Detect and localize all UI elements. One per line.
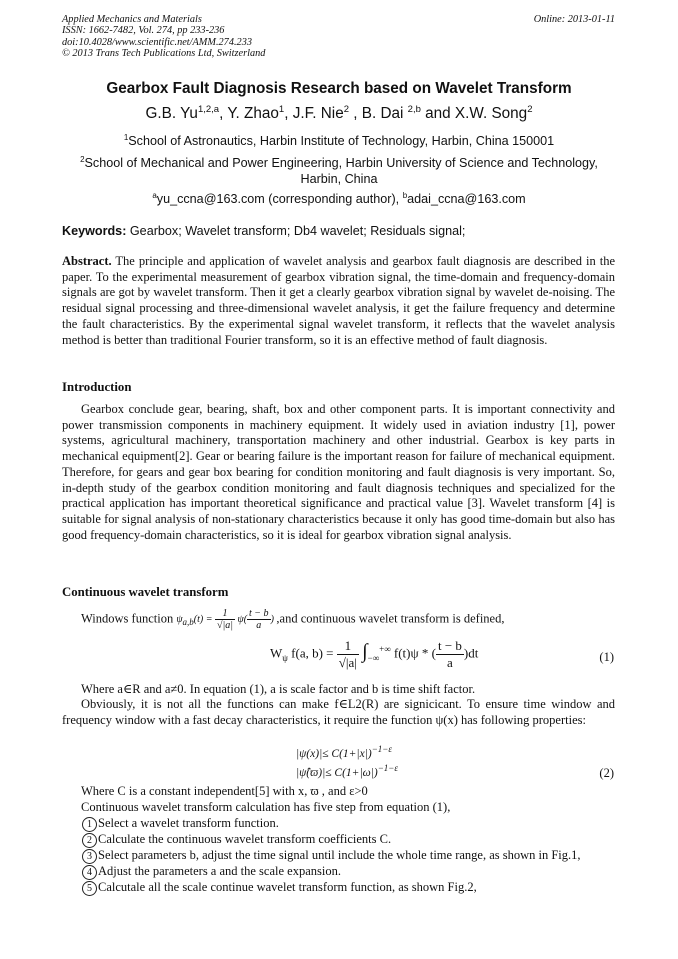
email-sup: a xyxy=(152,191,157,200)
step-item xyxy=(82,880,477,896)
step-text: Calculate the continuous wavelet transform coefficients C. xyxy=(98,832,392,846)
affiliation-text: School of Mechanical and Power Engineering, Harbin University of Science and Technology, xyxy=(84,156,598,171)
author-name: , B. Dai xyxy=(349,105,408,123)
author-name: , J.F. Nie xyxy=(284,105,344,123)
author-sup: 2,b xyxy=(407,104,421,115)
where-scale-factor: Where a∈R and a≠0. In equation (1), a is scale factor and b is time shift factor. xyxy=(81,682,476,696)
paper-title: Gearbox Fault Diagnosis Research based on Wavelet Transform xyxy=(106,80,572,97)
email-sup: b xyxy=(402,191,408,200)
step-number: 5 xyxy=(82,881,97,896)
step-number: 1 xyxy=(82,817,97,832)
equation-1: $W_\psi$ f(a, b) = $\frac{1}{√|a|}$ $\int_{-\infty}^{+\infty}$ f(t)ψ * ( $\frac{t - b}{a}$ )dt xyxy=(270,638,479,670)
journal-header xyxy=(62,14,265,60)
windows-function-line xyxy=(81,608,504,631)
equation-1-number: (1) xyxy=(599,650,614,664)
email-text: adai_ccna@163.com xyxy=(407,192,526,207)
doi-line: doi:10.4028/www.scientific.net/AMM.274.233 xyxy=(62,36,252,48)
step-item xyxy=(82,848,581,864)
wavelet-function-formula: $\psi_{a,b}(t)$ = $\frac{1}{√|a|}$ ψ( $\frac{t - b}{a}$ ) xyxy=(176,608,277,631)
email-text: yu_ccna@163.com (corresponding author), xyxy=(156,192,403,207)
equation-2-exponent: −1−ε xyxy=(371,744,392,754)
author-name: , Y. Zhao xyxy=(219,105,279,123)
affiliation-1 xyxy=(62,130,616,149)
step-text: Calcutale all the scale continue wavelet transform function, as shown Fig.2, xyxy=(98,880,477,894)
equation-2-text: |ψ(x)|≤ C(1+|x|) xyxy=(296,747,372,760)
author-sup: 2 xyxy=(527,104,533,115)
obviously-paragraph: Obviously, it is not all the functions can make f∈L2(R) are signicicant. To ensure time window and frequency window with a fast decay characteristics, it require the function ψ(x) has following properties: xyxy=(62,697,615,727)
windows-suffix: ,and continuous wavelet transform is defined, xyxy=(276,611,505,626)
keywords xyxy=(62,224,465,238)
affiliation-sup: 1 xyxy=(123,133,129,142)
author-sup: 2 xyxy=(343,104,350,115)
equation-2-line-1 xyxy=(296,744,392,760)
steps-intro: Continuous wavelet transform calculation has five step from equation (1), xyxy=(81,800,451,814)
abstract-label: Abstract. xyxy=(62,254,112,268)
keywords-text: Gearbox; Wavelet transform; Db4 wavelet; Residuals signal; xyxy=(126,224,466,238)
introduction-text: Gearbox conclude gear, bearing, shaft, box and other component parts. It is important connectivity and power transmission components in machinery equipment. It widely used in aviation industry [1], power systems, agricultural machinery, transportation machinery and other industrial. Gearbox is key parts in mechanical equipment[2]. Gear or bearing failure is the important reason for failure of mechanical equipment. Therefore, for gears and gear box bearing for condition monitoring and fault diagnosis is very important. So, in-depth study of the gearbox condition monitoring and fault diagnosis techniques and specialized for the practical application has important theoretical significance and practical value [3]. Wavelet transform [4] is suitable for signal analysis of non-stationary characteristics because it only has good time-domain but also has good frequency-domain characteristics, so it is ideal for gearbox vibration signal analysis. xyxy=(62,402,615,542)
author-name: and X.W. Song xyxy=(420,105,528,123)
equation-2-text: |ψ̂(ϖ)|≤ C(1+|ω|) xyxy=(296,766,378,779)
author-name: G.B. Yu xyxy=(145,105,198,123)
author-list xyxy=(0,104,678,123)
equation-2-number: (2) xyxy=(599,766,614,780)
section-heading-introduction: Introduction xyxy=(62,380,132,394)
affiliation-text: Harbin, China xyxy=(300,172,378,187)
keywords-label: Keywords: xyxy=(62,224,127,238)
email-line xyxy=(62,188,616,207)
step-item xyxy=(82,864,341,880)
affiliation-text: School of Astronautics, Harbin Institute of Technology, Harbin, China 150001 xyxy=(128,134,555,149)
journal-name: Applied Mechanics and Materials xyxy=(62,14,202,25)
step-text: Adjust the parameters a and the scale expansion. xyxy=(98,864,341,878)
step-text: Select a wavelet transform function. xyxy=(98,816,279,830)
online-date: Online: 2013-01-11 xyxy=(533,14,615,25)
equation-2-exponent: −1−ε xyxy=(377,763,398,773)
affiliation-2 xyxy=(62,152,616,187)
affiliation-sup: 2 xyxy=(80,155,85,164)
abstract-text: The principle and application of wavelet analysis and gearbox fault diagnosis are described in the paper. To the experimental measurement of gearbox vibration signal, the time-domain and frequency-domain signals are got by wavelet transform. Then it get a clearly gearbox vibration signal by wavelet de-noising. The residual signal processing and three-dimensional wavelet analysis, it get the failure frequency and determine the fault characteristics. By the experimental signal wavelet transform, it reflects that the wavelet analysis method is better than traditional Fourier transform, so it is an effective method of fault diagnosis. xyxy=(62,254,615,347)
step-item xyxy=(82,832,391,848)
equation-2-line-2 xyxy=(296,763,398,779)
where-constant: Where C is a constant independent[5] with x, ϖ , and ε>0 xyxy=(81,784,368,798)
step-number: 4 xyxy=(82,865,97,880)
step-number: 2 xyxy=(82,833,97,848)
step-number: 3 xyxy=(82,849,97,864)
copyright-line: © 2013 Trans Tech Publications Ltd, Switzerland xyxy=(62,48,266,60)
windows-prefix: Windows function xyxy=(81,611,174,626)
abstract xyxy=(62,254,615,348)
author-sup: 1,2,a xyxy=(197,104,220,115)
author-sup: 1 xyxy=(278,104,285,115)
issn-line: ISSN: 1662-7482, Vol. 274, pp 233-236 xyxy=(62,25,225,37)
section-heading-cwt: Continuous wavelet transform xyxy=(62,585,229,599)
step-item xyxy=(82,816,279,832)
step-text: Select parameters b, adjust the time signal until include the whole time range, as shown in Fig.1, xyxy=(98,848,581,862)
